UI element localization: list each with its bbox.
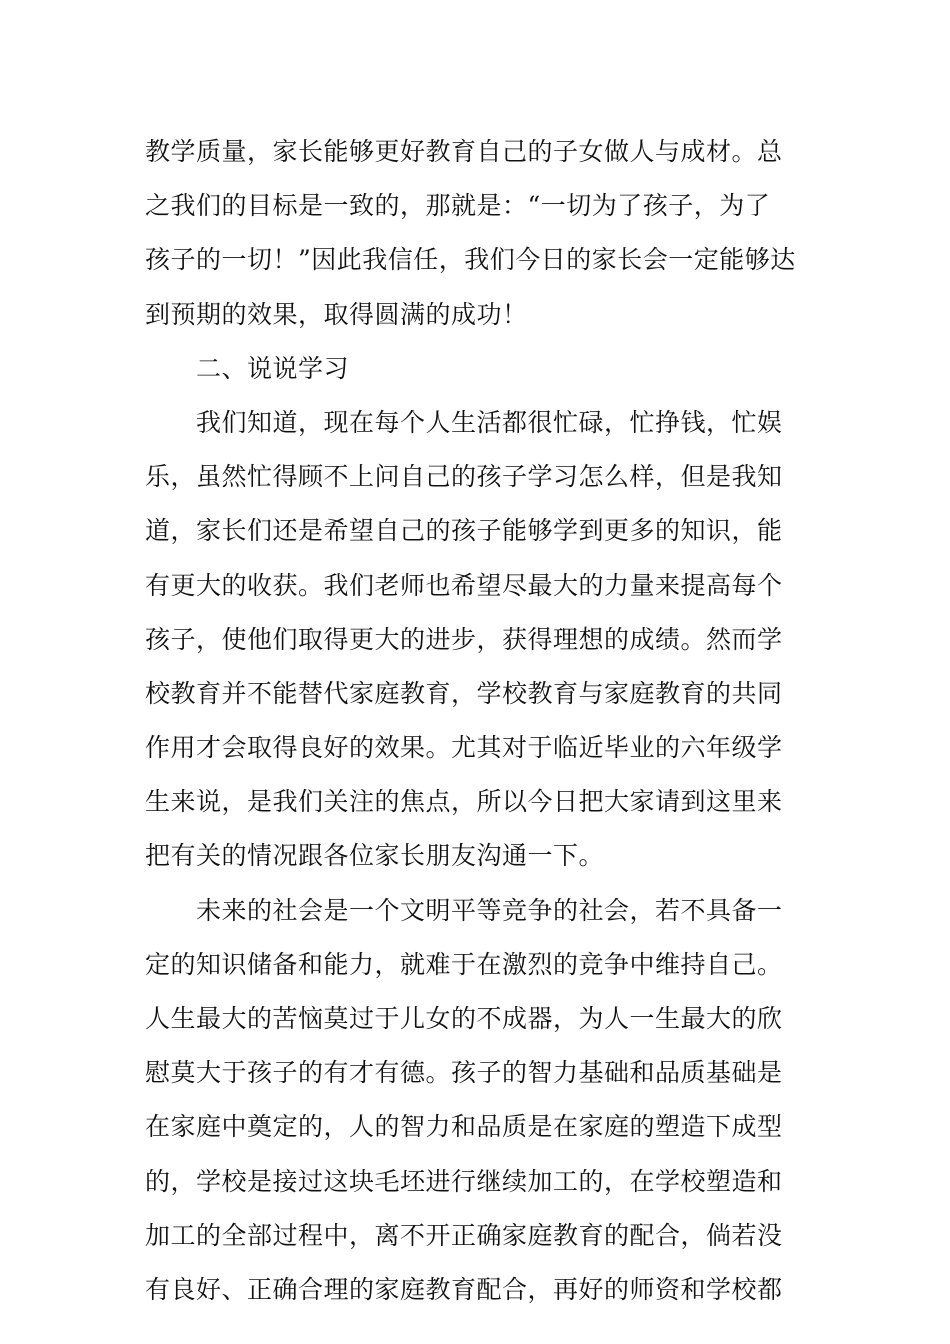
- paragraph-line: 人生最大的苦恼莫过于儿女的不成器，为人一生最大的欣: [145, 1004, 783, 1033]
- paragraph-line: 我们知道，现在每个人生活都很忙碌，忙挣钱，忙娱: [196, 407, 783, 437]
- paragraph-line: 教学质量，家长能够更好教育自己的子女做人与成材。总: [145, 137, 783, 166]
- paragraph-line: 的，学校是接过这块毛坯进行继续加工的，在学校塑造和: [145, 1166, 783, 1196]
- paragraph-line: 之我们的目标是一致的，那就是：“一切为了孩子，为了: [145, 191, 771, 221]
- paragraph-line: 到预期的效果，取得圆满的成功！: [145, 299, 528, 329]
- paragraph-line: 作用才会取得良好的效果。尤其对于临近毕业的六年级学: [145, 733, 783, 763]
- paragraph-line: 把有关的情况跟各位家长朋友沟通一下。: [145, 841, 605, 871]
- paragraph-line: 乐，虽然忙得顾不上问自己的孩子学习怎么样，但是我知: [145, 462, 783, 492]
- paragraph-line: 道，家长们还是希望自己的孩子能够学到更多的知识，能: [145, 516, 783, 546]
- document-body: [145, 125, 815, 1317]
- paragraph-line: 有良好、正确合理的家庭教育配合，再好的师资和学校都: [145, 1274, 783, 1304]
- paragraph-line: 孩子，使他们取得更大的进步，获得理想的成绩。然而学: [145, 624, 783, 654]
- paragraph-line: 慰莫大于孩子的有才有德。孩子的智力基础和品质基础是: [145, 1058, 783, 1088]
- paragraph-line: 未来的社会是一个文明平等竞争的社会，若不具备一: [196, 895, 783, 925]
- paragraph-line: 校教育并不能替代家庭教育，学校教育与家庭教育的共同: [145, 678, 783, 708]
- paragraph-line: 定的知识储备和能力，就难于在激烈的竞争中维持自己。: [145, 949, 783, 979]
- paragraph-line: 加工的全部过程中，离不开正确家庭教育的配合，倘若没: [145, 1220, 783, 1250]
- paragraph-line: 生来说，是我们关注的焦点，所以今日把大家请到这里来: [145, 787, 783, 817]
- section-heading: 二、说说学习: [196, 353, 350, 383]
- paragraph-line: 孩子的一切！”因此我信任，我们今日的家长会一定能够达: [145, 245, 796, 275]
- paragraph-line: 有更大的收获。我们老师也希望尽最大的力量来提高每个: [145, 570, 783, 600]
- paragraph-line: 在家庭中奠定的，人的智力和品质是在家庭的塑造下成型: [145, 1112, 783, 1142]
